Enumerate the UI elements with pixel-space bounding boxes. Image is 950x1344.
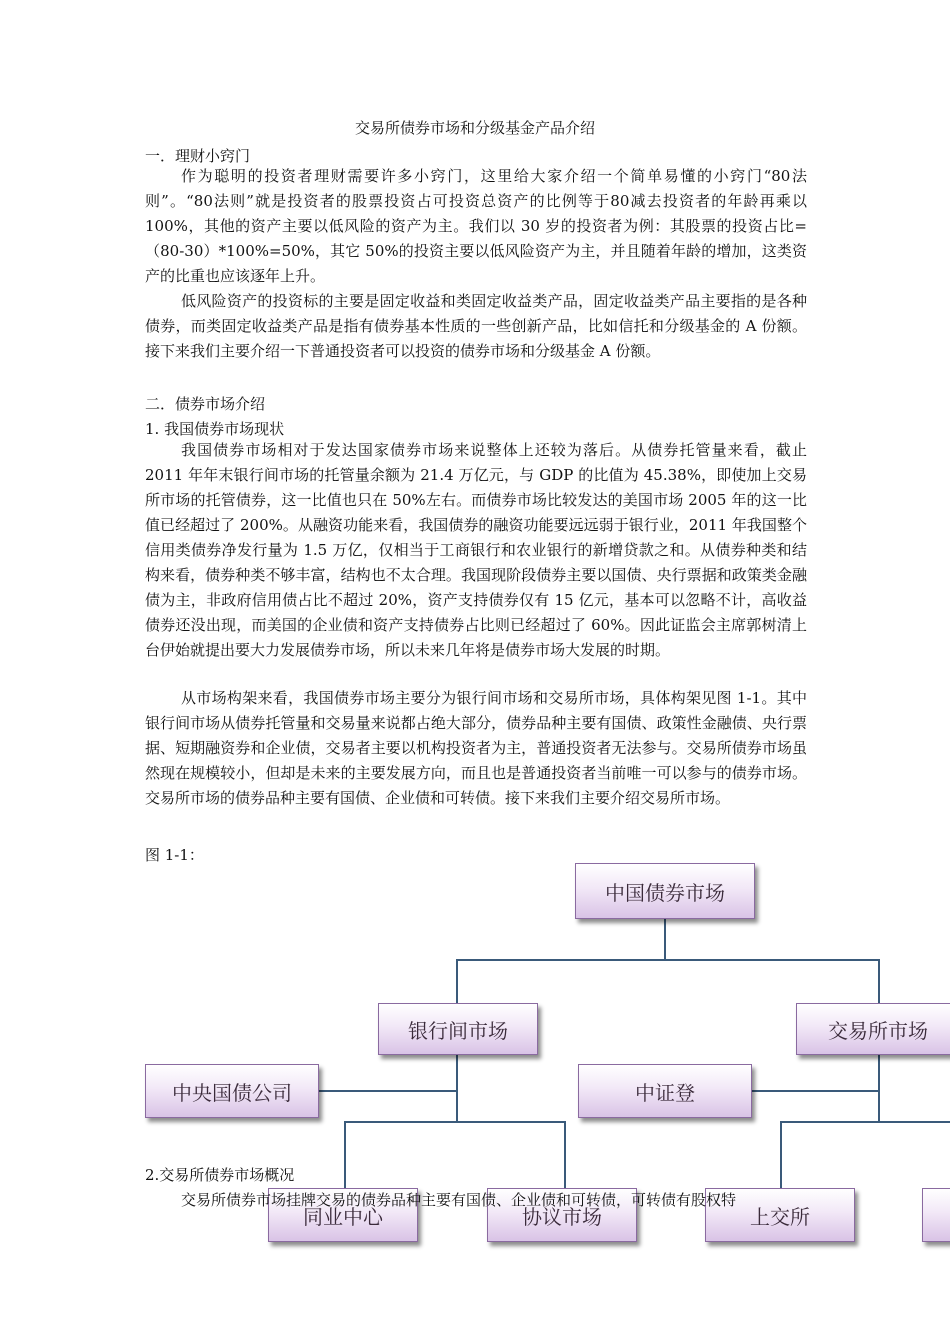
connector-to-csdc bbox=[752, 1090, 878, 1092]
connector-root-bar bbox=[456, 959, 880, 961]
node-ccdc: 中央国债公司 bbox=[145, 1064, 319, 1118]
figure-label: 图 1-1： bbox=[145, 846, 204, 864]
node-interbank-market: 银行间市场 bbox=[378, 1003, 538, 1055]
node-agreement-market: 协议市场 bbox=[487, 1188, 637, 1242]
node-partial-offpage bbox=[922, 1188, 950, 1242]
paragraph-exchange-overview: 交易所债券市场挂牌交易的债券品种主要有国债、企业债和可转债，可转债有股权特 bbox=[181, 1191, 737, 1209]
bond-market-structure-diagram bbox=[0, 855, 950, 1344]
node-exchange-market: 交易所市场 bbox=[796, 1003, 950, 1055]
node-csdc: 中证登 bbox=[578, 1064, 752, 1118]
subsection-heading-2: 2.交易所债券市场概况 bbox=[145, 1166, 295, 1184]
subsection-heading-1: 1. 我国债券市场现状 bbox=[145, 420, 285, 438]
node-shanghai-exchange: 上交所 bbox=[705, 1188, 855, 1242]
section-heading-1: 一．理财小窍门 bbox=[145, 147, 251, 165]
node-china-bond-market: 中国债券市场 bbox=[575, 863, 755, 919]
connector-to-exchange bbox=[878, 959, 880, 1003]
connector-root-down bbox=[664, 918, 666, 960]
paragraph-market-status: 我国债券市场相对于发达国家债券市场来说整体上还较为落后。从债券托管量来看，截止 2011 年年末银行间市场的托管量余额为 21.4 万亿元，与 GDP 的比值为 45.38%，即使加上交易所市场的托管债券，这一比值也只在 50%左右。而债券市场比较发达的美国市场 2005 年的这一比值已经超过了 200%。从融资功能来看，我国债券的融资功能要远远弱于银行业，2011 年我国整个信用类债券净发行量为 1.5 万亿，仅相当于工商银行和农业银行的新增贷款之和。从债券种类和结构来看，债券种类不够丰富，结构也不太合理。我国现阶段债券主要以国债、央行票据和政策类金融债为主，非政府信用债占比不超过 20%，资产支持债券仅有 15 亿元，基本可以忽略不计，高收益债券还没出现，而美国的企业债和资产支持债券占比则已经超过了 60%。因此证监会主席郭树清上台伊始就提出要大力发展债券市场，所以未来几年将是债券市场大发展的时期。 bbox=[145, 441, 807, 659]
connector-to-ccdc bbox=[318, 1090, 456, 1092]
connector-exchange-bar bbox=[780, 1121, 950, 1123]
paragraph-80-rule: 作为聪明的投资者理财需要许多小窍门，这里给大家介绍一个简单易懂的小窍门“80法则”。“80法则”就是投资者的股票投资占可投资总资产的比例等于80减去投资者的年龄再乘以 100%，其他的资产主要以低风险的资产为主。我们以 30 岁的投资者为例：其股票的投资占比=（80-30）*100%=50%，其它 50%的投资主要以低风险资产为主，并且随着年龄的增加，这类资产的比重也应该逐年上升。 bbox=[145, 167, 807, 285]
paragraph-low-risk-assets: 低风险资产的投资标的主要是固定收益和类固定收益类产品，固定收益类产品主要指的是各种债券，而类固定收益类产品是指有债券基本性质的一些创新产品，比如信托和分级基金的 A 份额。接下来我们主要介绍一下普通投资者可以投资的债券市场和分级基金 A 份额。 bbox=[145, 292, 807, 360]
connector-to-tongye bbox=[344, 1121, 346, 1189]
connector-to-sse bbox=[780, 1121, 782, 1189]
node-tongye-center: 同业中心 bbox=[268, 1188, 418, 1242]
connector-to-xieyi bbox=[564, 1121, 566, 1189]
document-title: 交易所债券市场和分级基金产品介绍 bbox=[354, 119, 595, 137]
section-heading-2: 二．债券市场介绍 bbox=[145, 395, 266, 413]
connector-interbank-bar bbox=[344, 1121, 566, 1123]
connector-exchange-down bbox=[878, 1053, 880, 1121]
paragraph-market-structure: 从市场构架来看，我国债券市场主要分为银行间市场和交易所市场，具体构架见图 1-1。其中银行间市场从债券托管量和交易量来说都占绝大部分，债券品种主要有国债、政策性金融债、央行票据、短期融资券和企业债，交易者主要以机构投资者为主，普通投资者无法参与。交易所债券市场虽然现在规模较小，但却是未来的主要发展方向，而且也是普通投资者当前唯一可以参与的债券市场。交易所市场的债券品种主要有国债、企业债和可转债。接下来我们主要介绍交易所市场。 bbox=[145, 689, 807, 807]
connector-interbank-down bbox=[456, 1053, 458, 1121]
connector-to-interbank bbox=[456, 959, 458, 1003]
